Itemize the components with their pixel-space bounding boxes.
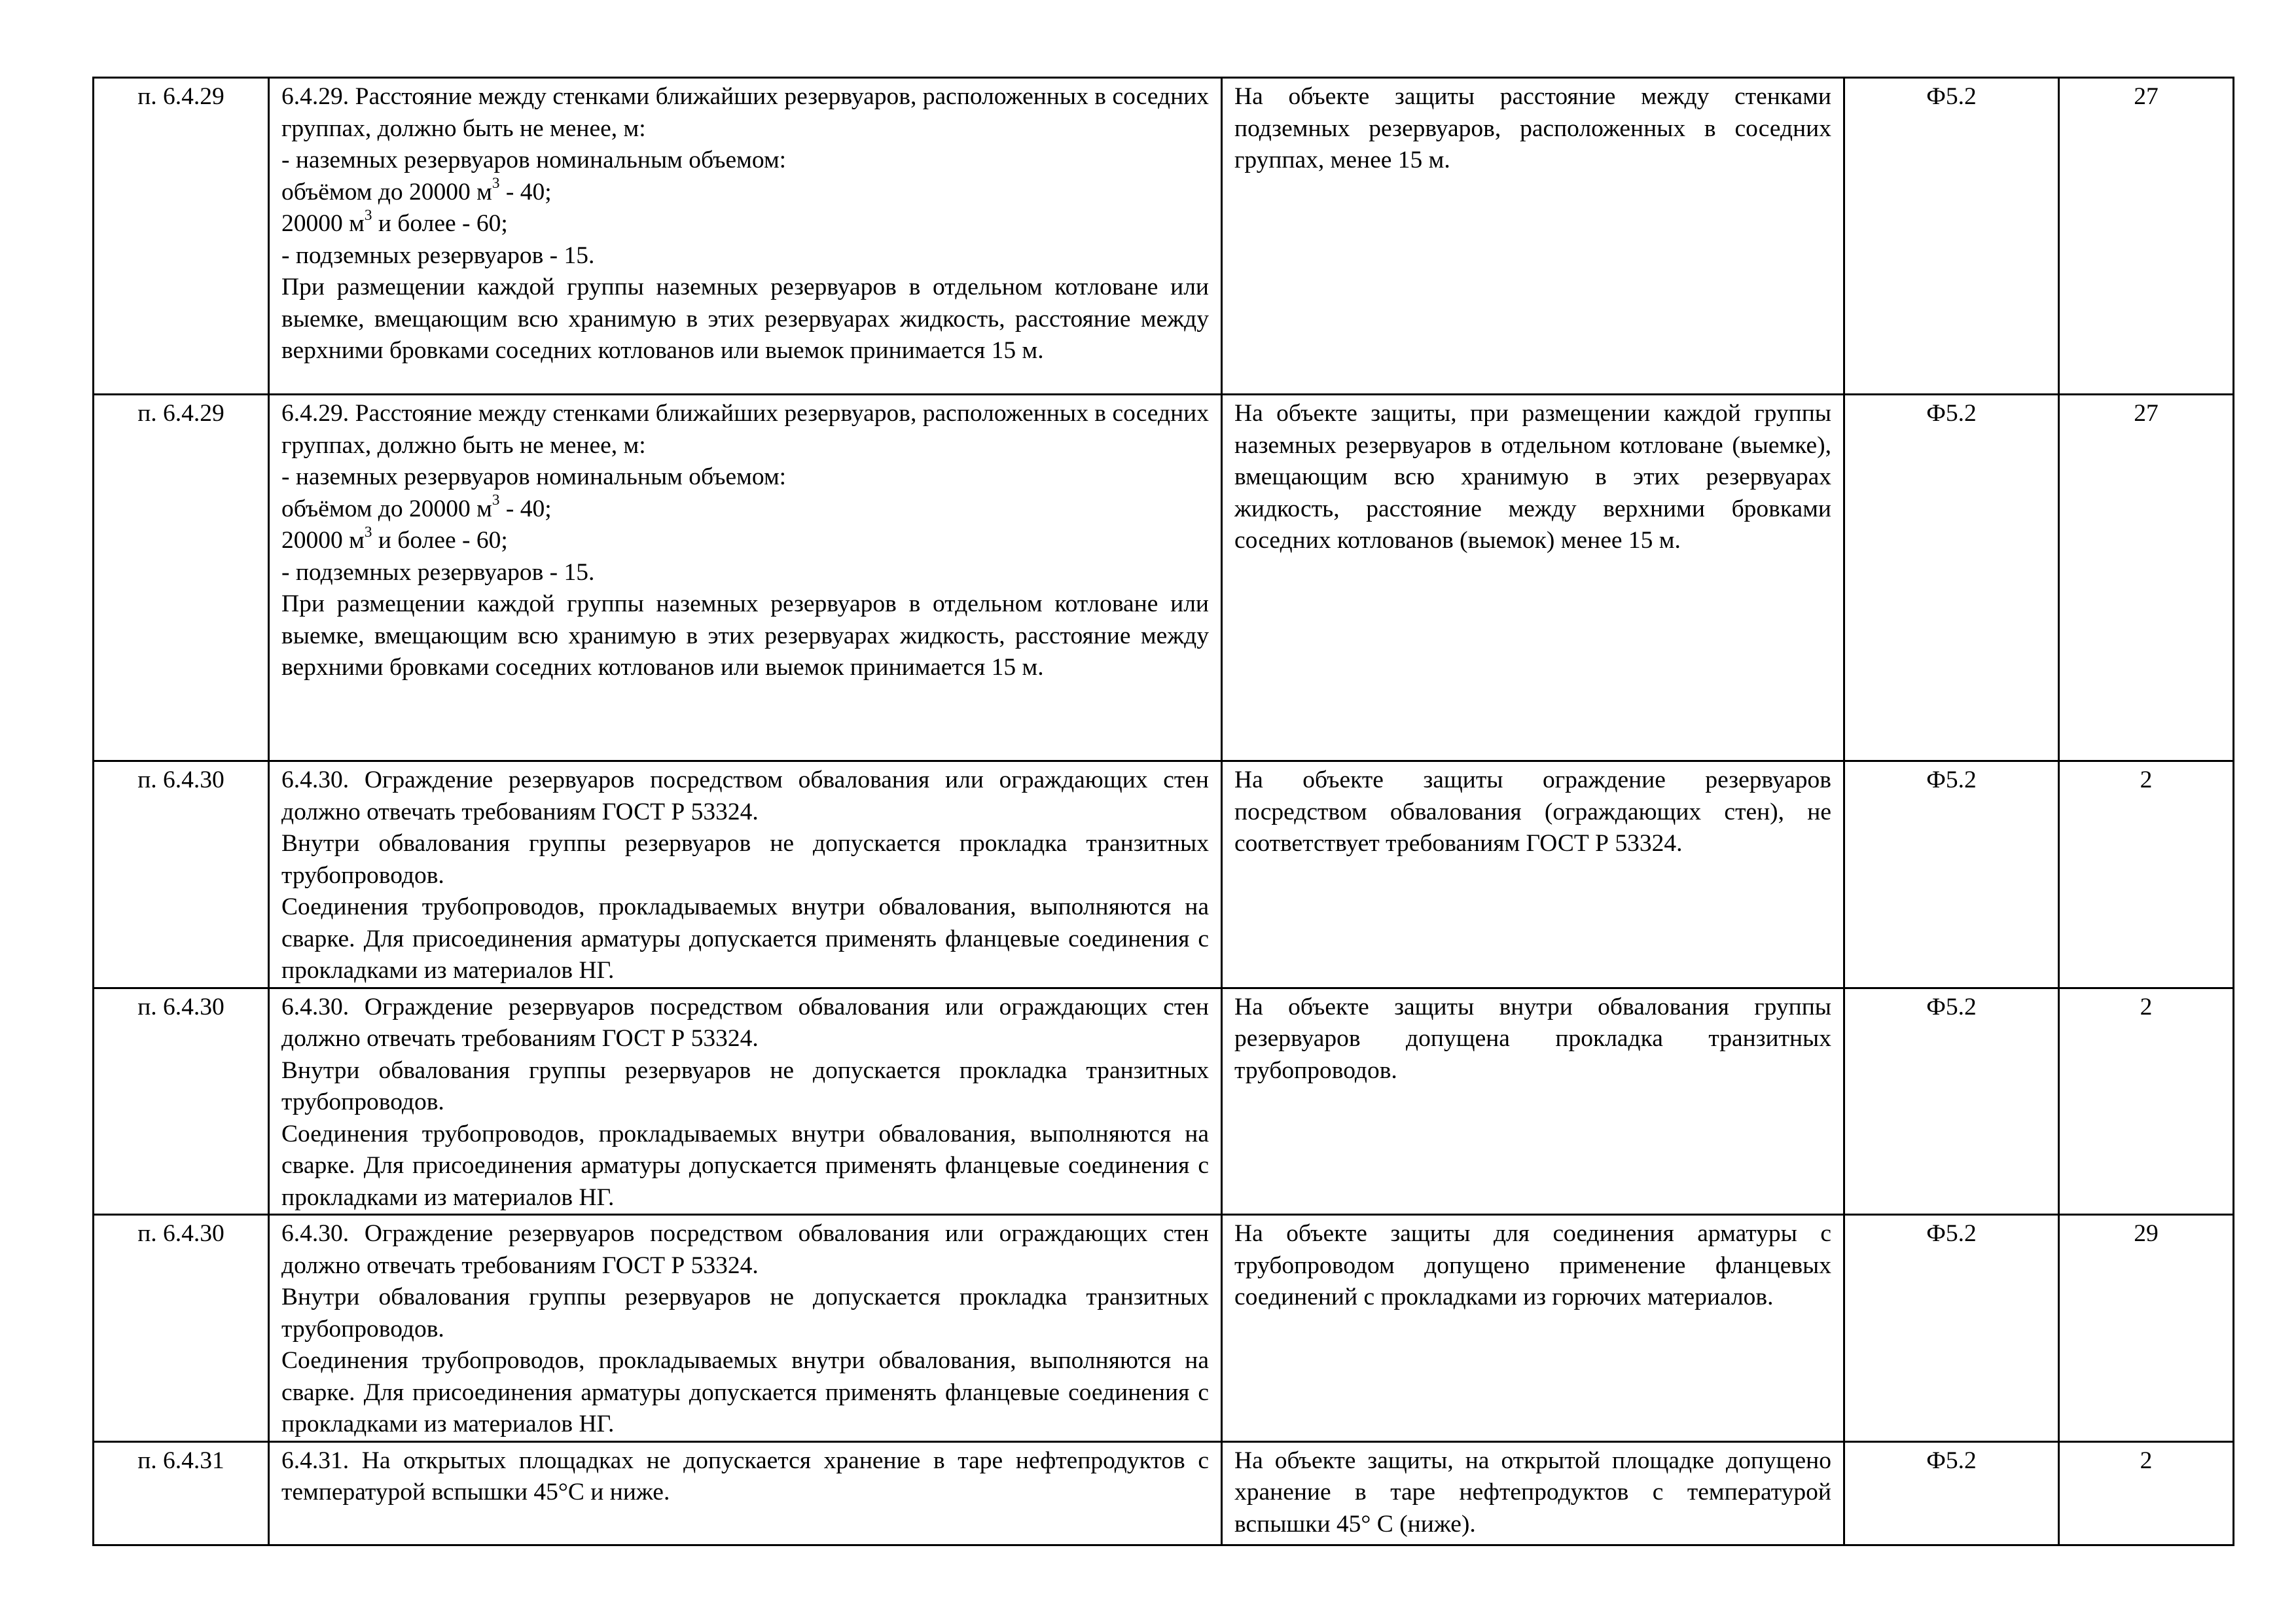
number-value: 2 — [2140, 1447, 2153, 1474]
requirement-paragraph: 20000 $м^3$ и более - 60; — [281, 523, 508, 554]
requirement-cell — [269, 395, 1222, 761]
violation-text: На объекте защиты для соединения арматуры с трубопроводом допущено применение фланцевых соединений с прокладками из горючих материалов. — [1234, 1220, 1831, 1310]
violation-text: На объекте защиты внутри обвалования группы резервуаров допущена прокладка транзитных трубопроводов. — [1234, 993, 1831, 1084]
number-cell — [2059, 78, 2234, 395]
clause-cell — [94, 988, 269, 1215]
requirement-cell — [269, 78, 1222, 395]
requirements-table — [92, 77, 2234, 1546]
clause-cell — [94, 761, 269, 988]
violation-cell — [1222, 988, 1844, 1215]
class-cell — [1844, 1215, 2059, 1442]
violation-cell — [1222, 1441, 1844, 1545]
class-cell — [1844, 1441, 2059, 1545]
requirement-paragraph: Соединения трубопроводов, прокладываемых внутри обвалования, выполняются на сварке. Для присоединения арматуры допускается применять фланцевые соединения с прокладками из материалов НГ. — [281, 1347, 1209, 1437]
requirement-paragraph: Внутри обвалования группы резервуаров не допускается прокладка транзитных трубопроводов. — [281, 1056, 1209, 1115]
clause-ref: п. 6.4.30 — [137, 993, 224, 1020]
requirement-cell — [269, 761, 1222, 988]
clause-cell — [94, 78, 269, 395]
table-row — [94, 1441, 2234, 1545]
clause-ref: п. 6.4.29 — [137, 83, 224, 110]
requirement-paragraph: 6.4.29. Расстояние между стенками ближайших резервуаров, расположенных в соседних группах, должно быть не менее, м: — [281, 83, 1209, 142]
requirement-paragraph: 6.4.30. Ограждение резервуаров посредством обвалования или ограждающих стен должно отвечать требованиям ГОСТ Р 53324. — [281, 993, 1209, 1052]
requirement-paragraph: объёмом до 20000 $м^3 - 40$; — [281, 492, 552, 522]
violation-text: На объекте защиты ограждение резервуаров посредством обвалования (ограждающих стен), не соответствует требованиям ГОСТ Р 53324. — [1234, 767, 1831, 857]
class-cell — [1844, 761, 2059, 988]
violation-text: На объекте защиты, при размещении каждой группы наземных резервуаров в отдельном котловане (выемке), вмещающим всю хранимую в этих резервуарах жидкость, расстояние между верхними бровками соседних котлованов (выемок) менее 15 м. — [1234, 400, 1831, 554]
requirement-paragraph: Внутри обвалования группы резервуаров не допускается прокладка транзитных трубопроводов. — [281, 830, 1209, 889]
class-code: Ф5.2 — [1926, 767, 1977, 793]
number-cell — [2059, 1441, 2234, 1545]
number-cell — [2059, 395, 2234, 761]
requirement-paragraph: 6.4.30. Ограждение резервуаров посредством обвалования или ограждающих стен должно отвечать требованиям ГОСТ Р 53324. — [281, 1220, 1209, 1279]
clause-ref: п. 6.4.29 — [137, 400, 224, 427]
requirement-paragraph: 6.4.29. Расстояние между стенками ближайших резервуаров, расположенных в соседних группах, должно быть не менее, м: — [281, 400, 1209, 459]
requirement-paragraph: - подземных резервуаров - 15. — [281, 558, 595, 586]
number-value: 2 — [2140, 993, 2153, 1020]
requirement-paragraph: 6.4.31. На открытых площадках не допускается хранение в таре нефтепродуктов с температурой вспышки 45°С и ниже. — [281, 1447, 1209, 1506]
class-code: Ф5.2 — [1926, 1447, 1977, 1474]
violation-text: На объекте защиты, на открытой площадке допущено хранение в таре нефтепродуктов с температурой вспышки 45° С (ниже). — [1234, 1447, 1831, 1538]
number-value: 29 — [2134, 1220, 2159, 1247]
clause-cell — [94, 1441, 269, 1545]
class-code: Ф5.2 — [1926, 400, 1977, 427]
requirement-paragraph: При размещении каждой группы наземных резервуаров в отдельном котловане или выемке, вмещающим всю хранимую в этих резервуарах жидкость, расстояние между верхними бровками соседних котлованов или выемок принимается 15 м. — [281, 590, 1209, 681]
requirement-cell — [269, 1441, 1222, 1545]
clause-ref: п. 6.4.30 — [137, 767, 224, 793]
requirement-paragraph: объёмом до 20000 $м^3 - 40$; — [281, 175, 552, 206]
number-value: 27 — [2134, 400, 2159, 427]
number-value: 2 — [2140, 767, 2153, 793]
table-row — [94, 761, 2234, 988]
table-row — [94, 395, 2234, 761]
requirement-paragraph: Внутри обвалования группы резервуаров не допускается прокладка транзитных трубопроводов. — [281, 1284, 1209, 1343]
violation-cell — [1222, 395, 1844, 761]
requirement-cell — [269, 988, 1222, 1215]
clause-ref: п. 6.4.31 — [137, 1447, 224, 1474]
requirement-paragraph: 6.4.30. Ограждение резервуаров посредством обвалования или ограждающих стен должно отвечать требованиям ГОСТ Р 53324. — [281, 767, 1209, 825]
number-cell — [2059, 761, 2234, 988]
requirement-paragraph: Соединения трубопроводов, прокладываемых внутри обвалования, выполняются на сварке. Для присоединения арматуры допускается применять фланцевые соединения с прокладками из материалов НГ. — [281, 1120, 1209, 1211]
requirement-paragraph: - наземных резервуаров номинальным объемом: — [281, 147, 787, 173]
class-code: Ф5.2 — [1926, 993, 1977, 1020]
violation-cell — [1222, 1215, 1844, 1442]
class-cell — [1844, 395, 2059, 761]
violation-cell — [1222, 78, 1844, 395]
requirement-paragraph: При размещении каждой группы наземных резервуаров в отдельном котловане или выемке, вмещающим всю хранимую в этих резервуарах жидкость, расстояние между верхними бровками соседних котлованов или выемок принимается 15 м. — [281, 274, 1209, 364]
table-row — [94, 78, 2234, 395]
table-row — [94, 988, 2234, 1215]
clause-ref: п. 6.4.30 — [137, 1220, 224, 1247]
requirement-paragraph: Соединения трубопроводов, прокладываемых внутри обвалования, выполняются на сварке. Для присоединения арматуры допускается применять фланцевые соединения с прокладками из материалов НГ. — [281, 893, 1209, 984]
clause-cell — [94, 395, 269, 761]
class-code: Ф5.2 — [1926, 83, 1977, 110]
violation-text: На объекте защиты расстояние между стенками подземных резервуаров, расположенных в соседних группах, менее 15 м. — [1234, 83, 1831, 173]
class-code: Ф5.2 — [1926, 1220, 1977, 1247]
class-cell — [1844, 78, 2059, 395]
clause-cell — [94, 1215, 269, 1442]
table-row — [94, 1215, 2234, 1442]
number-value: 27 — [2134, 83, 2159, 110]
violation-cell — [1222, 761, 1844, 988]
requirements-table-page — [92, 77, 2233, 1546]
requirement-paragraph: 20000 $м^3$ и более - 60; — [281, 206, 508, 237]
class-cell — [1844, 988, 2059, 1215]
number-cell — [2059, 1215, 2234, 1442]
requirement-paragraph: - наземных резервуаров номинальным объемом: — [281, 463, 787, 490]
number-cell — [2059, 988, 2234, 1215]
requirement-cell — [269, 1215, 1222, 1442]
requirement-paragraph: - подземных резервуаров - 15. — [281, 242, 595, 269]
